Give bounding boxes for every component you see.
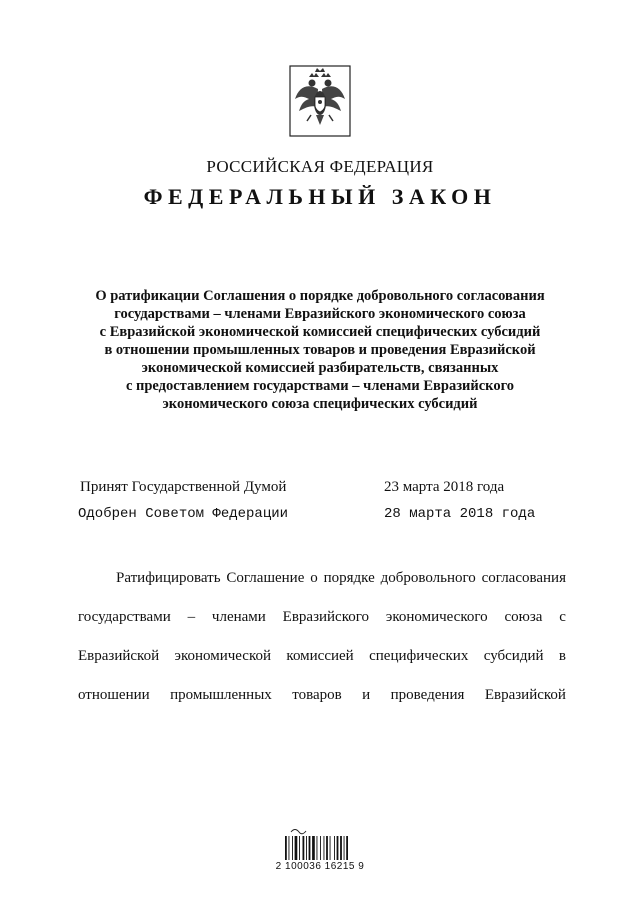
body-word: специфических	[369, 648, 469, 664]
country-name: РОССИЙСКАЯ ФЕДЕРАЦИЯ	[206, 157, 434, 176]
body-line	[78, 646, 566, 685]
body-word: членами	[211, 609, 266, 625]
body-word: добровольного	[380, 570, 476, 586]
body-word: Соглашение	[226, 570, 305, 586]
russian-coat-of-arms-icon	[289, 65, 351, 137]
subject-line: с Евразийской экономической комиссией специфических субсидий	[99, 324, 541, 340]
body-word: комиссией	[286, 648, 354, 664]
body-word: и	[362, 687, 371, 703]
subject-line: экономической комиссией разбирательств, связанных	[141, 360, 499, 376]
barcode-number: 2 100036 16215 9	[275, 861, 365, 872]
approval-date: 28 марта 2018 года	[384, 506, 536, 522]
body-word: –	[187, 609, 196, 625]
law-body-text	[78, 568, 566, 724]
document-type-title: ФЕДЕРАЛЬНЫЙ ЗАКОН	[143, 184, 497, 209]
body-word: Евразийской	[484, 687, 566, 703]
body-word: Ратифицировать	[116, 570, 221, 586]
body-word: проведения	[390, 687, 465, 703]
body-word: с	[559, 609, 566, 625]
subject-line: О ратификации Соглашения о порядке добровольного согласования	[95, 288, 545, 304]
body-word: Евразийской	[78, 648, 160, 664]
body-word: субсидий	[483, 648, 544, 664]
law-subject	[60, 287, 580, 413]
body-word: государствами	[78, 609, 171, 625]
body-word: отношении	[78, 687, 150, 703]
adoption-label: Принят Государственной Думой	[80, 479, 287, 495]
body-line	[78, 568, 566, 607]
subject-line: в отношении промышленных товаров и проведения Евразийской	[104, 342, 536, 358]
adoption-date: 23 марта 2018 года	[384, 479, 505, 495]
subject-line: экономического союза специфических субсидий	[162, 396, 478, 412]
body-word: согласования	[481, 570, 566, 586]
subject-line: с предоставлением государствами – членами Евразийского	[125, 378, 515, 394]
body-word: экономического	[385, 609, 488, 625]
subject-line: государствами – членами Евразийского экономического союза	[114, 306, 526, 322]
body-word: союза	[504, 609, 543, 625]
body-word: в	[558, 648, 566, 664]
approval-label: Одобрен Советом Федерации	[78, 506, 289, 522]
body-line	[78, 607, 566, 646]
body-word: экономической	[174, 648, 272, 664]
body-word: Евразийского	[282, 609, 370, 625]
barcode-icon	[283, 826, 357, 882]
body-word: промышленных	[170, 687, 272, 703]
body-word: товаров	[292, 687, 342, 703]
body-line	[78, 685, 566, 724]
body-word: о	[310, 570, 318, 586]
body-word: порядке	[323, 570, 375, 586]
